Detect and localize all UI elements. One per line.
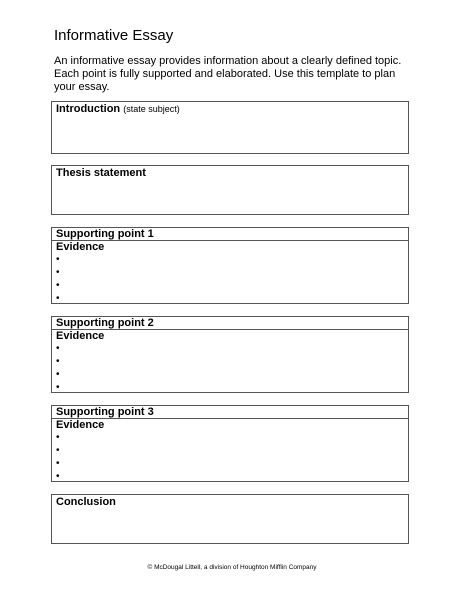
page-title: Informative Essay [54,27,174,44]
thesis-box[interactable] [51,165,409,215]
thesis-label: Thesis statement [56,167,146,179]
evidence-bullet[interactable]: • [56,254,60,265]
conclusion-label: Conclusion [56,496,116,508]
conclusion-box[interactable] [51,494,409,544]
supporting-point-2-label: Supporting point 2 [52,317,408,330]
evidence-bullet[interactable]: • [56,432,60,443]
evidence-bullet[interactable]: • [56,458,60,469]
evidence-bullet[interactable]: • [56,369,60,380]
intro-paragraph: An informative essay provides information about a clearly defined topic. Each point is fully supported and elaborated. Use this template to plan your essay. [54,55,402,93]
supporting-point-3-evidence-label: Evidence [56,419,105,431]
supporting-point-2-box[interactable] [51,316,409,393]
supporting-point-3-label: Supporting point 3 [52,406,408,419]
introduction-title: Introduction [56,103,121,115]
evidence-bullet[interactable]: • [56,382,60,393]
supporting-point-3-box[interactable] [51,405,409,482]
introduction-box[interactable] [51,101,409,154]
evidence-bullet[interactable]: • [56,356,60,367]
supporting-point-1-evidence-label: Evidence [56,241,105,253]
supporting-point-3-evidence-list [52,431,408,483]
evidence-bullet[interactable]: • [56,267,60,278]
copyright-footer: © McDougal Littell, a division of Houghton Mifflin Company [147,564,317,571]
supporting-point-2-evidence-label: Evidence [56,330,105,342]
evidence-bullet[interactable]: • [56,343,60,354]
introduction-note: (state subject) [123,104,180,114]
supporting-point-2-evidence-list [52,342,408,394]
evidence-bullet[interactable]: • [56,280,60,291]
evidence-bullet[interactable]: • [56,471,60,482]
introduction-label [52,102,408,117]
supporting-point-1-box[interactable] [51,227,409,304]
supporting-point-1-label: Supporting point 1 [52,228,408,241]
supporting-point-1-evidence-list [52,253,408,305]
evidence-bullet[interactable]: • [56,445,60,456]
evidence-bullet[interactable]: • [56,293,60,304]
